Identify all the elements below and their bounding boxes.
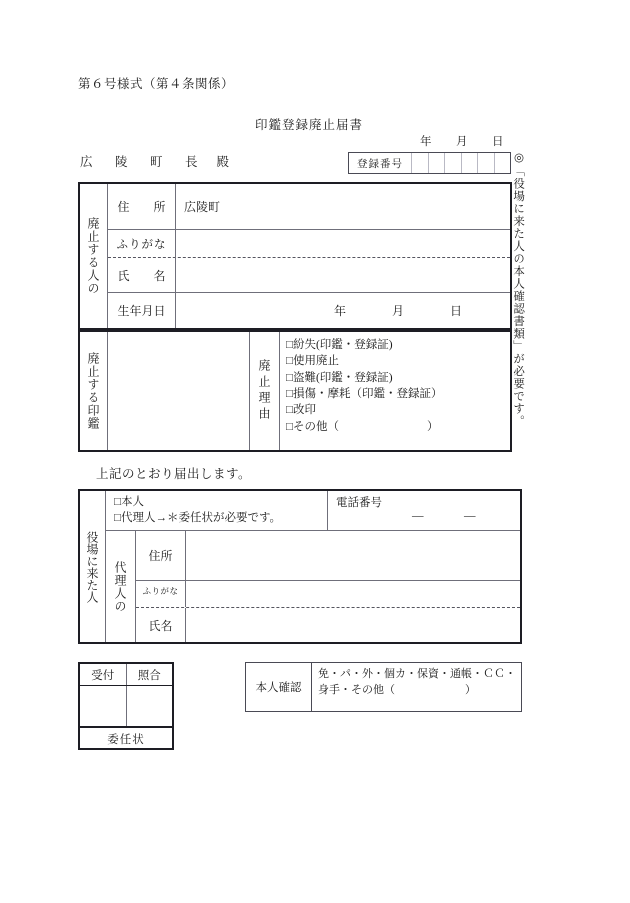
registration-number-cell[interactable] (411, 153, 428, 173)
identity-verification-options (312, 663, 521, 711)
agent-name-row (136, 608, 520, 642)
person-furigana-label: ふりがな (108, 230, 176, 257)
person-name-value[interactable] (176, 258, 510, 292)
registration-number-label: 登録番号 (357, 158, 403, 170)
agent-name-value[interactable] (186, 608, 520, 642)
identity-verification-label: 本人確認 (246, 663, 312, 711)
person-birthdate-value[interactable] (176, 293, 510, 328)
agent-furigana-row (136, 581, 520, 608)
visitor-option-self[interactable]: □本人 (114, 496, 144, 508)
visitor-type-options (106, 491, 328, 530)
birth-year-label: 年 (334, 304, 347, 318)
office-receipt-table (78, 662, 174, 750)
identity-document-note: ◎「役場に来た人の本人確認書類」が必要です。 (512, 150, 525, 428)
registration-number-cell[interactable] (461, 153, 478, 173)
identity-other-prefix: 身手・その他（ (318, 683, 395, 696)
person-birthdate-label: 生年月日 (108, 293, 176, 328)
addressee-honorific: 殿 (216, 155, 230, 169)
receipt-received-label: 受付 (80, 664, 127, 685)
form-number: 第６号様式（第４条関係） (78, 77, 235, 91)
identity-other-suffix: ） (465, 683, 476, 696)
reason-option-damage[interactable]: □損傷・摩耗（印鑑・登録証） (286, 387, 443, 400)
reason-option-other[interactable] (286, 419, 510, 435)
receipt-header-row (80, 664, 172, 686)
agent-address-label: 住所 (136, 531, 186, 580)
registration-number-cell[interactable] (444, 153, 461, 173)
document-title: 印鑑登録廃止届書 (255, 118, 364, 132)
reason-option-discontinue[interactable]: □使用廃止 (286, 355, 339, 368)
telephone-field[interactable] (328, 491, 520, 530)
registration-number-cell[interactable] (428, 153, 445, 173)
receipt-verified-label: 照合 (137, 669, 161, 682)
reason-other-prefix: □その他（ (286, 420, 339, 433)
addressee-name: 広 陵 町 長 (80, 155, 203, 169)
telephone-separators (412, 510, 516, 522)
telephone-dash-1: — (412, 510, 424, 522)
person-address-label: 住 所 (108, 184, 176, 229)
agent-details-row (106, 531, 520, 642)
agent-furigana-label: ふりがな (136, 581, 186, 607)
person-birthdate-row (108, 293, 510, 328)
agent-name-label: 氏名 (136, 608, 186, 642)
agent-side-label: 代理人の (106, 531, 136, 642)
date-year-label: 年 (420, 136, 432, 148)
visitor-block-rows (106, 491, 520, 642)
receipt-stamp-row (80, 686, 172, 728)
registration-number-cells[interactable] (411, 153, 510, 173)
visitor-block-side-label: 役場に来た人 (80, 491, 106, 642)
birthdate-placeholders (334, 302, 508, 319)
reason-option-lost[interactable]: □紛失(印鑑・登録証) (286, 339, 393, 351)
person-address-value[interactable]: 広陵町 (184, 200, 221, 214)
birth-month-label: 月 (392, 304, 405, 318)
receipt-proxy-label: 委任状 (107, 734, 145, 746)
agent-furigana-value[interactable] (186, 581, 520, 607)
person-address-row (108, 184, 510, 230)
person-block-side-label: 廃止する人の (80, 184, 108, 328)
seal-and-reason-table (78, 330, 512, 452)
reason-other-suffix: ） (426, 420, 439, 433)
seal-impression-area[interactable] (108, 332, 250, 450)
person-block-rows (108, 184, 510, 328)
visitor-option-agent[interactable]: □代理人→＊委任状が必要です。 (114, 512, 282, 525)
identity-verification-table (245, 662, 522, 712)
receipt-received-cell[interactable] (80, 686, 127, 726)
agent-fields (136, 531, 520, 642)
person-name-row (108, 258, 510, 293)
addressee (80, 152, 229, 170)
date-month-label: 月 (456, 136, 468, 148)
telephone-label: 電話番号 (336, 497, 382, 509)
reason-option-change-seal[interactable]: □改印 (286, 404, 316, 417)
person-information-table (78, 182, 512, 330)
person-furigana-value[interactable] (176, 230, 510, 257)
date-day-label: 日 (492, 136, 504, 148)
agent-address-value[interactable] (186, 531, 520, 580)
seal-block-side-label: 廃止する印鑑 (80, 332, 108, 450)
registration-number-cell[interactable] (477, 153, 494, 173)
reason-option-theft[interactable]: □盗難(印鑑・登録証) (286, 371, 393, 384)
birth-day-label: 日 (450, 304, 463, 318)
agent-address-row (136, 531, 520, 581)
declaration-statement: 上記のとおり届出します。 (96, 467, 252, 481)
person-name-label: 氏 名 (108, 258, 176, 292)
receipt-verified-cell[interactable] (127, 686, 173, 726)
registration-number-cell[interactable] (494, 153, 511, 173)
person-furigana-row (108, 230, 510, 258)
identity-document-list-line-1[interactable]: 免・パ・外・個カ・保資・通帳・ＣＣ・ (318, 668, 516, 680)
cancellation-reason-options (280, 332, 510, 450)
telephone-dash-2: — (464, 510, 476, 522)
cancellation-reason-label: 廃止理由 (250, 332, 280, 450)
visitor-information-table (78, 489, 522, 644)
identity-document-list-line-2[interactable] (318, 683, 521, 699)
visitor-type-row (106, 491, 520, 531)
registration-number-box (348, 152, 511, 174)
submission-date-line (420, 133, 528, 149)
